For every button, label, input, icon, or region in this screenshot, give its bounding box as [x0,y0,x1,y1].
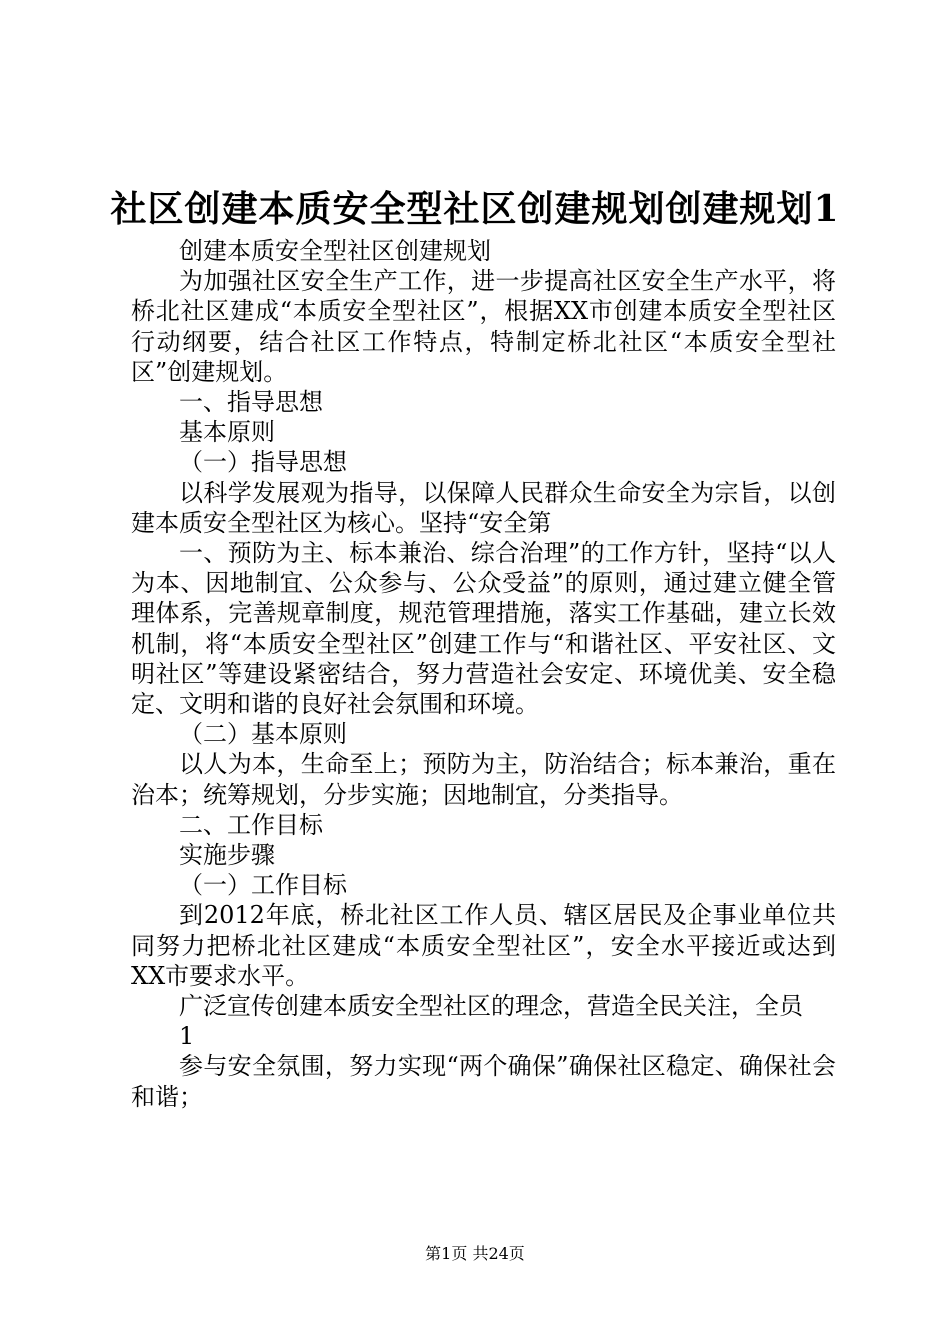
document-title: 社区创建本质安全型社区创建规划创建规划1 [110,188,840,230]
section-heading: 基本原则 [179,418,275,447]
page-footer: 第1页 共24页 [425,1244,525,1263]
subsection-heading: （一）指导思想 [179,448,347,477]
section-heading: 实施步骤 [179,841,275,870]
paragraph: 广泛宣传创建本质安全型社区的理念，营造全民关注，全员 [179,992,803,1021]
paragraph: 参与安全氛围，努力实现“两个确保”确保社区稳定、确保社会和谐； [131,1052,836,1111]
paragraph: 以人为本，生命至上；预防为主，防治结合；标本兼治，重在治本；统筹规划，分步实施；因地制宜，分类指导。 [131,750,836,809]
section-heading: 二、工作目标 [179,810,323,839]
paragraph: 创建本质安全型社区创建规划 [179,237,491,265]
subsection-heading: （二）基本原则 [179,720,347,749]
document-body [131,236,836,1112]
paragraph: 为加强社区安全生产工作，进一步提高社区安全生产水平，将桥北社区建成“本质安全型社区”，根据XX市创建本质安全型社区行动纲要，结合社区工作特点，特制定桥北社区“本质安全型社区”创建规划。 [131,267,836,386]
subsection-heading: （一）工作目标 [179,871,347,900]
section-heading: 一、指导思想 [179,388,323,417]
paragraph: 一、预防为主、标本兼治、综合治理”的工作方针，坚持“以人为本、因地制宜、公众参与、公众受益”的原则，通过建立健全管理体系，完善规章制度，规范管理措施，落实工作基础，建立长效机制，将“本质安全型社区”创建工作与“和谐社区、平安社区、文明社区”等建设紧密结合，努力营造社会安定、环境优美、安全稳定、文明和谐的良好社会氛围和环境。 [131,539,836,719]
paragraph: 到2012年底，桥北社区工作人员、辖区居民及企事业单位共同努力把桥北社区建成“本质安全型社区”，安全水平接近或达到XX市要求水平。 [131,901,836,990]
paragraph: 以科学发展观为指导，以保障人民群众生命安全为宗旨，以创建本质安全型社区为核心。坚持“安全第 [131,478,836,537]
inline-page-number: 1 [179,1022,195,1051]
